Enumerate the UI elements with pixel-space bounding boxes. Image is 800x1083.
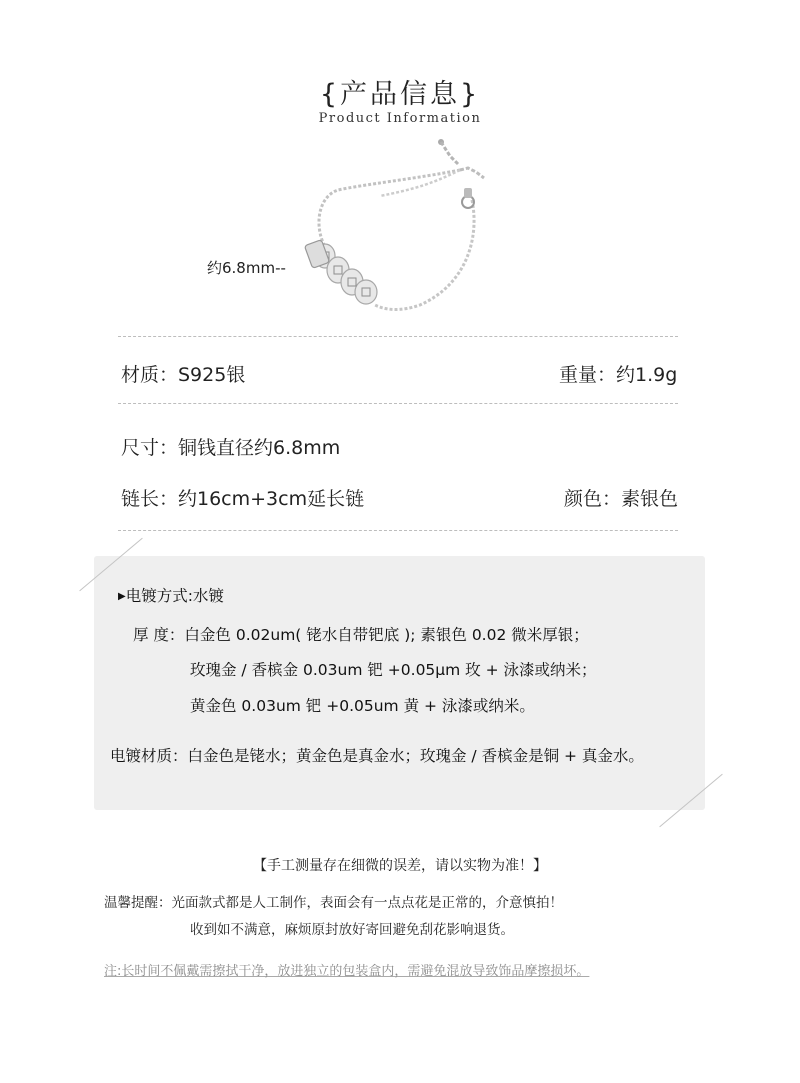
triangle-icon: ▶	[118, 591, 126, 602]
thickness-line-2: 玫瑰金 / 香槟金 0.03um 钯 +0.05μm 玫 + 泳漆或纳米；	[190, 661, 597, 679]
measurement-note: 【手工测量存在细微的误差，请以实物为准！】	[253, 858, 547, 874]
chain-length-spec: 链长：约16cm+3cm延长链	[121, 488, 365, 510]
material-spec: 材质：S925银	[121, 364, 246, 386]
weight-spec: 重量：约1.9g	[559, 364, 678, 386]
thickness-line-3: 黄金色 0.03um 钯 +0.05um 黄 + 泳漆或纳米。	[190, 697, 535, 715]
section-title: {产品信息}	[319, 79, 481, 110]
divider	[118, 530, 678, 531]
caution-note: 注:长时间不佩戴需擦拭干净，放进独立的包装盒内，需避免混放导致饰品摩擦损坏。	[104, 964, 590, 979]
thickness-line-1: 厚 度：白金色 0.02um( 铑水自带钯底 ); 素银色 0.02 微米厚银；	[133, 626, 589, 644]
reminder-line-2: 收到如不满意，麻烦原封放好寄回避免刮花影响退货。	[190, 922, 514, 938]
section-subtitle: Product Information	[318, 111, 482, 126]
plating-method: ▶电镀方式:水镀	[118, 587, 224, 605]
size-spec: 尺寸：铜钱直径约6.8mm	[121, 437, 341, 459]
dimension-label: 约6.8mm--	[207, 259, 286, 277]
reminder-line-1: 温馨提醒：光面款式都是人工制作，表面会有一点点花是正常的，介意慎拍！	[104, 895, 563, 911]
divider	[118, 403, 678, 404]
plating-material: 电镀材质：白金色是铑水；黄金色是真金水；玫瑰金 / 香槟金是铜 + 真金水。	[110, 747, 644, 765]
color-spec: 颜色：素银色	[564, 488, 679, 510]
divider	[118, 336, 678, 337]
bracelet-image	[300, 130, 500, 330]
